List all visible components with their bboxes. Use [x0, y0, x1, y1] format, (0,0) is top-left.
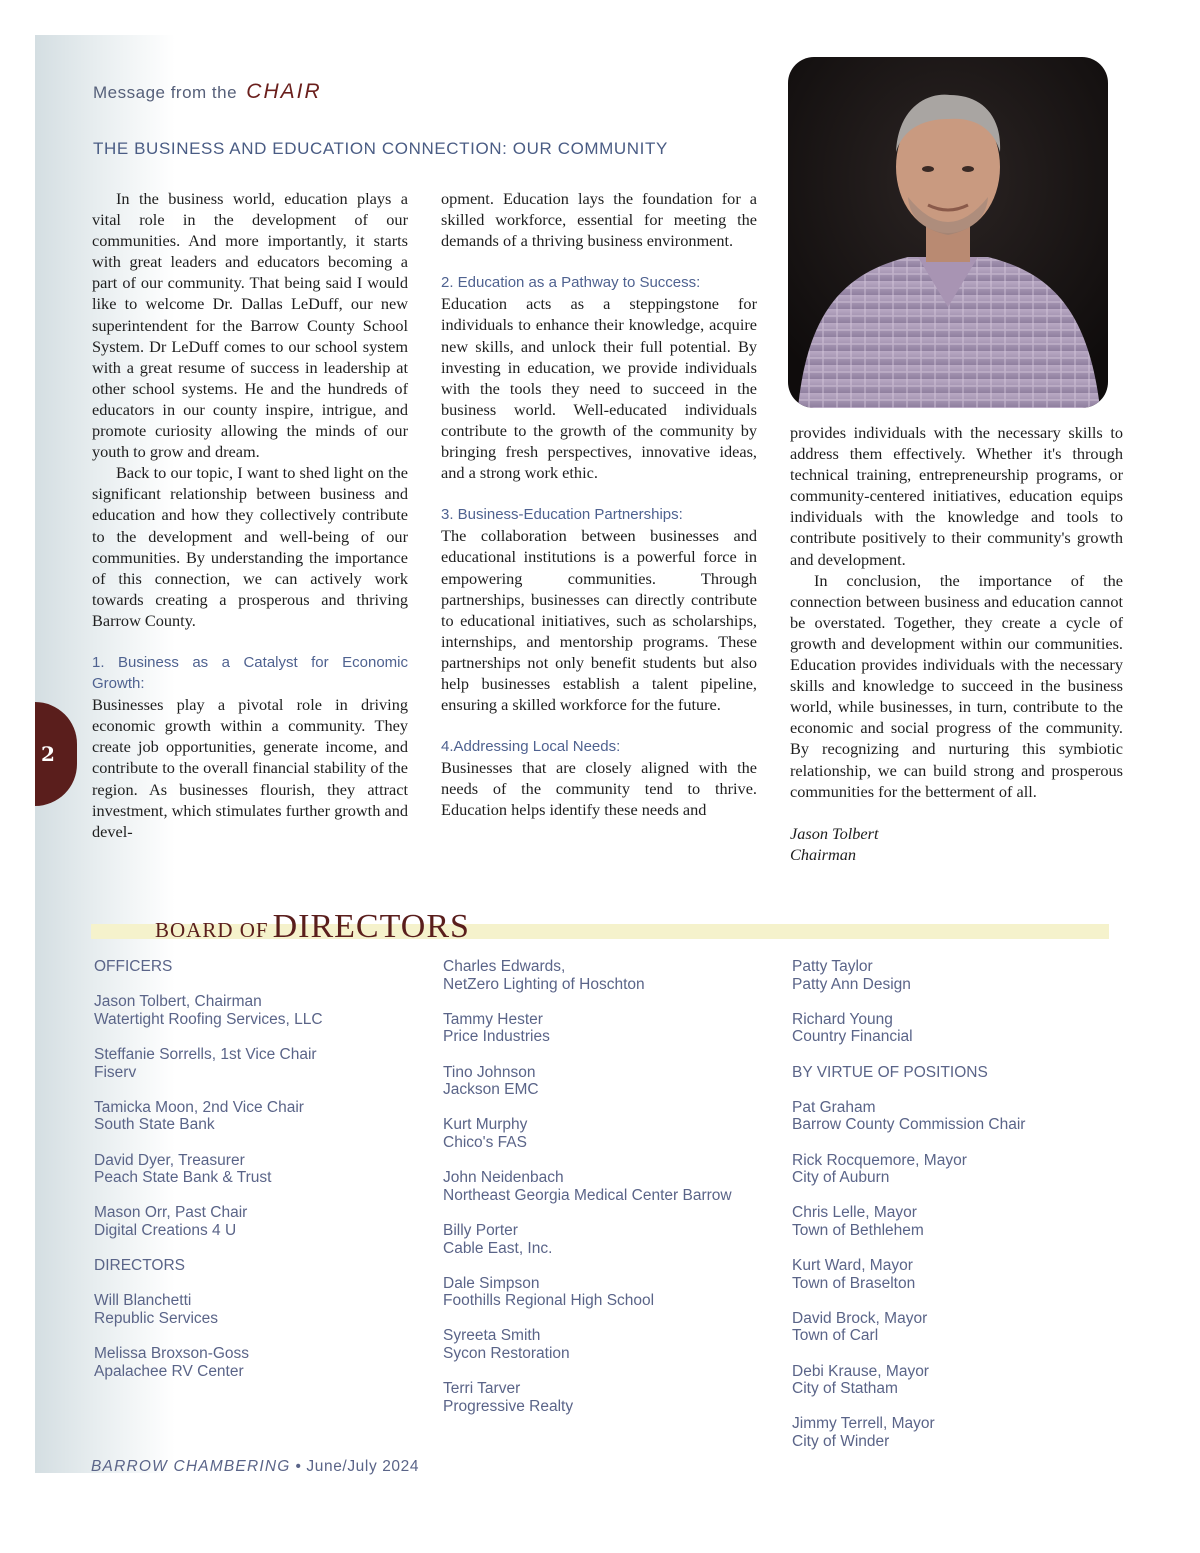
section-heading: 3. Business-Education Partnerships: — [441, 506, 683, 524]
member-affiliation: Barrow County Commission Chair — [792, 1116, 1026, 1134]
article-paragraph: Back to our topic, I want to shed light on the significant relationship between business and education and how they collectively contribute to the development and well-being of our communities. By understanding the importance of this connection, we can actively work towards creating a prosperous and thriving Barrow County. — [92, 463, 408, 630]
board-member — [443, 1222, 763, 1257]
board-column-3 — [792, 958, 1112, 1468]
member-name: Debi Krause, Mayor — [792, 1362, 929, 1380]
member-name: Syreeta Smith — [443, 1327, 541, 1345]
board-member — [792, 1257, 1112, 1292]
member-affiliation: Peach State Bank & Trust — [94, 1169, 272, 1187]
member-name: Dale Simpson — [443, 1274, 540, 1292]
article-column-1 — [92, 188, 408, 842]
article-column-3 — [790, 422, 1123, 865]
member-name: David Dyer, Treasurer — [94, 1151, 245, 1169]
officers-header: OFFICERS — [94, 958, 173, 975]
member-name: Tamicka Moon, 2nd Vice Chair — [94, 1098, 304, 1116]
article-paragraph: Businesses play a pivotal role in driving economic growth within a community. They create job opportunities, generate income, and contribute to the overall financial stability of the region. As businesses flourish, they attract investment, which stimulates further growth and devel- — [92, 695, 408, 841]
member-name: Jason Tolbert, Chairman — [94, 993, 262, 1011]
board-member — [443, 958, 763, 993]
member-affiliation: Chico's FAS — [443, 1133, 527, 1151]
member-affiliation: Fiserv — [94, 1063, 137, 1081]
member-affiliation: City of Auburn — [792, 1169, 890, 1187]
board-member — [443, 1275, 763, 1310]
board-member — [94, 1204, 414, 1239]
member-name: Rick Rocquemore, Mayor — [792, 1151, 967, 1169]
section-heading: 2. Education as a Pathway to Success: — [441, 274, 701, 292]
board-member — [443, 1116, 763, 1151]
board-member — [792, 1363, 1112, 1398]
board-member — [443, 1327, 763, 1362]
member-name: Will Blanchetti — [94, 1292, 192, 1310]
member-affiliation: NetZero Lighting of Hoschton — [443, 975, 645, 993]
directors-header: DIRECTORS — [94, 1257, 186, 1275]
member-affiliation: Country Financial — [792, 1028, 913, 1046]
member-name: Richard Young — [792, 1010, 893, 1028]
page-footer — [91, 1458, 419, 1476]
board-member — [94, 1152, 414, 1187]
board-member — [792, 1011, 1112, 1046]
kicker-prefix: Message from the — [93, 83, 238, 102]
article-paragraph: Businesses that are closely aligned with the needs of the community tend to thrive. Education helps identify these needs and — [441, 758, 757, 820]
article-column-2 — [441, 188, 757, 821]
signature-title: Chairman — [790, 844, 857, 864]
member-affiliation: Apalachee RV Center — [94, 1362, 244, 1380]
board-member — [94, 1046, 414, 1081]
board-member — [443, 1064, 763, 1099]
member-affiliation: Watertight Roofing Services, LLC — [94, 1010, 323, 1028]
article-paragraph: In conclusion, the importance of the connection between business and education cannot be overstated. Together, they create a cycle of growth and development within our communities. Education provides individuals with the necessary skills and knowledge to succeed in the business world, while businesses, in turn, contribute to the economic and social progress of the community. By recognizing and nurturing this symbiotic relationship, we can build strong and prosperous communities for the betterment of all. — [790, 570, 1123, 801]
board-member — [792, 958, 1112, 993]
member-name: John Neidenbach — [443, 1169, 564, 1187]
member-affiliation: Patty Ann Design — [792, 975, 911, 993]
footer-separator: • — [295, 1458, 302, 1475]
member-name: Terri Tarver — [443, 1380, 521, 1398]
board-member — [443, 1011, 763, 1046]
board-member — [443, 1169, 763, 1204]
board-member — [792, 1204, 1112, 1239]
article-paragraph: provides individuals with the necessary skills to address them effectively. Whether it's through technical training, entrepreneurship programs, or community-centered initiatives, education equips individuals with the knowledge and tools to contribute positively to their community's growth and development. — [790, 423, 1123, 569]
board-column-2 — [443, 958, 763, 1433]
member-affiliation: Price Industries — [443, 1028, 550, 1046]
member-affiliation: City of Winder — [792, 1433, 890, 1451]
member-name: Mason Orr, Past Chair — [94, 1204, 248, 1222]
member-affiliation: Foothills Regional High School — [443, 1292, 655, 1310]
member-affiliation: Sycon Restoration — [443, 1345, 570, 1363]
member-affiliation: Digital Creations 4 U — [94, 1221, 237, 1239]
member-name: Tino Johnson — [443, 1063, 536, 1081]
article-headline: THE BUSINESS AND EDUCATION CONNECTION: OUR COMMUNITY — [93, 139, 668, 158]
member-name: Melissa Broxson-Goss — [94, 1345, 250, 1363]
board-member — [792, 1099, 1112, 1134]
section-heading: 4.Addressing Local Needs: — [441, 738, 621, 756]
board-member — [94, 1345, 414, 1380]
member-affiliation: Town of Bethlehem — [792, 1221, 924, 1239]
section-kicker — [93, 80, 322, 104]
article-paragraph: The collaboration between businesses and educational institutions is a powerful force in empowering communities. Through partnerships, businesses can directly contribute to educational initiatives, such as scholarships, internships, and mentorship programs. These partnerships not only benefit students but also help businesses establish a talent pipeline, ensuring a skilled workforce for the future. — [441, 526, 757, 715]
portrait-photo — [788, 57, 1108, 408]
member-affiliation: Jackson EMC — [443, 1081, 539, 1099]
member-affiliation: Republic Services — [94, 1309, 219, 1327]
article-paragraph: Education acts as a steppingstone for individuals to enhance their knowledge, acquire new skills, and unlock their full potential. By investing in education, we provide individuals with the tools they need to succeed in the business world. Well-educated individuals contribute to the growth of the community by bringing fresh perspectives, innovative ideas, and a strong work ethic. — [441, 294, 757, 483]
portrait-illustration — [788, 57, 1108, 408]
board-member — [443, 1380, 763, 1415]
member-affiliation: Town of Braselton — [792, 1274, 916, 1292]
member-affiliation: City of Statham — [792, 1380, 898, 1398]
kicker-emphasis: CHAIR — [246, 80, 322, 103]
board-member — [94, 1292, 414, 1327]
member-affiliation: Town of Carl — [792, 1327, 879, 1345]
member-affiliation: Cable East, Inc. — [443, 1239, 553, 1257]
member-name: Kurt Ward, Mayor — [792, 1257, 913, 1275]
board-member — [792, 1152, 1112, 1187]
positions-header: BY VIRTUE OF POSITIONS — [792, 1063, 988, 1081]
member-name: Steffanie Sorrells, 1st Vice Chair — [94, 1045, 317, 1063]
member-name: Chris Lelle, Mayor — [792, 1204, 917, 1222]
member-name: Billy Porter — [443, 1221, 518, 1239]
section-heading: 1. Business as a Catalyst for Economic Growth: — [92, 653, 408, 693]
signature-name: Jason Tolbert — [790, 823, 879, 843]
board-member — [792, 1415, 1112, 1450]
page-number: 2 — [41, 742, 55, 766]
article-paragraph: In the business world, education plays a vital role in the development of our communities. And more importantly, it starts with great leaders and educators becoming a part of our community. That being said I would like to welcome Dr. Dallas LeDuff, our new superintendent for the Barrow County School System. Dr LeDuff comes to our school system with a great resume of success in leadership at other school systems. He and the hundreds of educators in our county inspire, intrigue, and promote curiosity allowing the minds of our youth to grow and dream. — [92, 189, 408, 462]
member-name: Tammy Hester — [443, 1010, 543, 1028]
board-title-small: BOARD OF — [155, 918, 269, 942]
board-title — [155, 908, 470, 946]
board-column-1 — [94, 958, 414, 1398]
footer-issue: June/July 2024 — [306, 1458, 420, 1475]
member-name: Patty Taylor — [792, 958, 873, 975]
board-member — [792, 1310, 1112, 1345]
member-affiliation: Progressive Realty — [443, 1397, 574, 1415]
board-member — [94, 993, 414, 1028]
footer-brand: BARROW CHAMBERING — [91, 1458, 291, 1475]
member-affiliation: Northeast Georgia Medical Center Barrow — [443, 1186, 732, 1204]
member-name: David Brock, Mayor — [792, 1309, 928, 1327]
member-name: Charles Edwards, — [443, 958, 566, 975]
article-paragraph: opment. Education lays the foundation for a skilled workforce, essential for meeting the demands of a thriving business environment. — [441, 189, 757, 251]
board-member — [94, 1099, 414, 1134]
member-name: Kurt Murphy — [443, 1116, 528, 1134]
member-name: Pat Graham — [792, 1098, 876, 1116]
member-name: Jimmy Terrell, Mayor — [792, 1415, 935, 1433]
board-title-big: DIRECTORS — [272, 908, 470, 945]
member-affiliation: South State Bank — [94, 1116, 215, 1134]
